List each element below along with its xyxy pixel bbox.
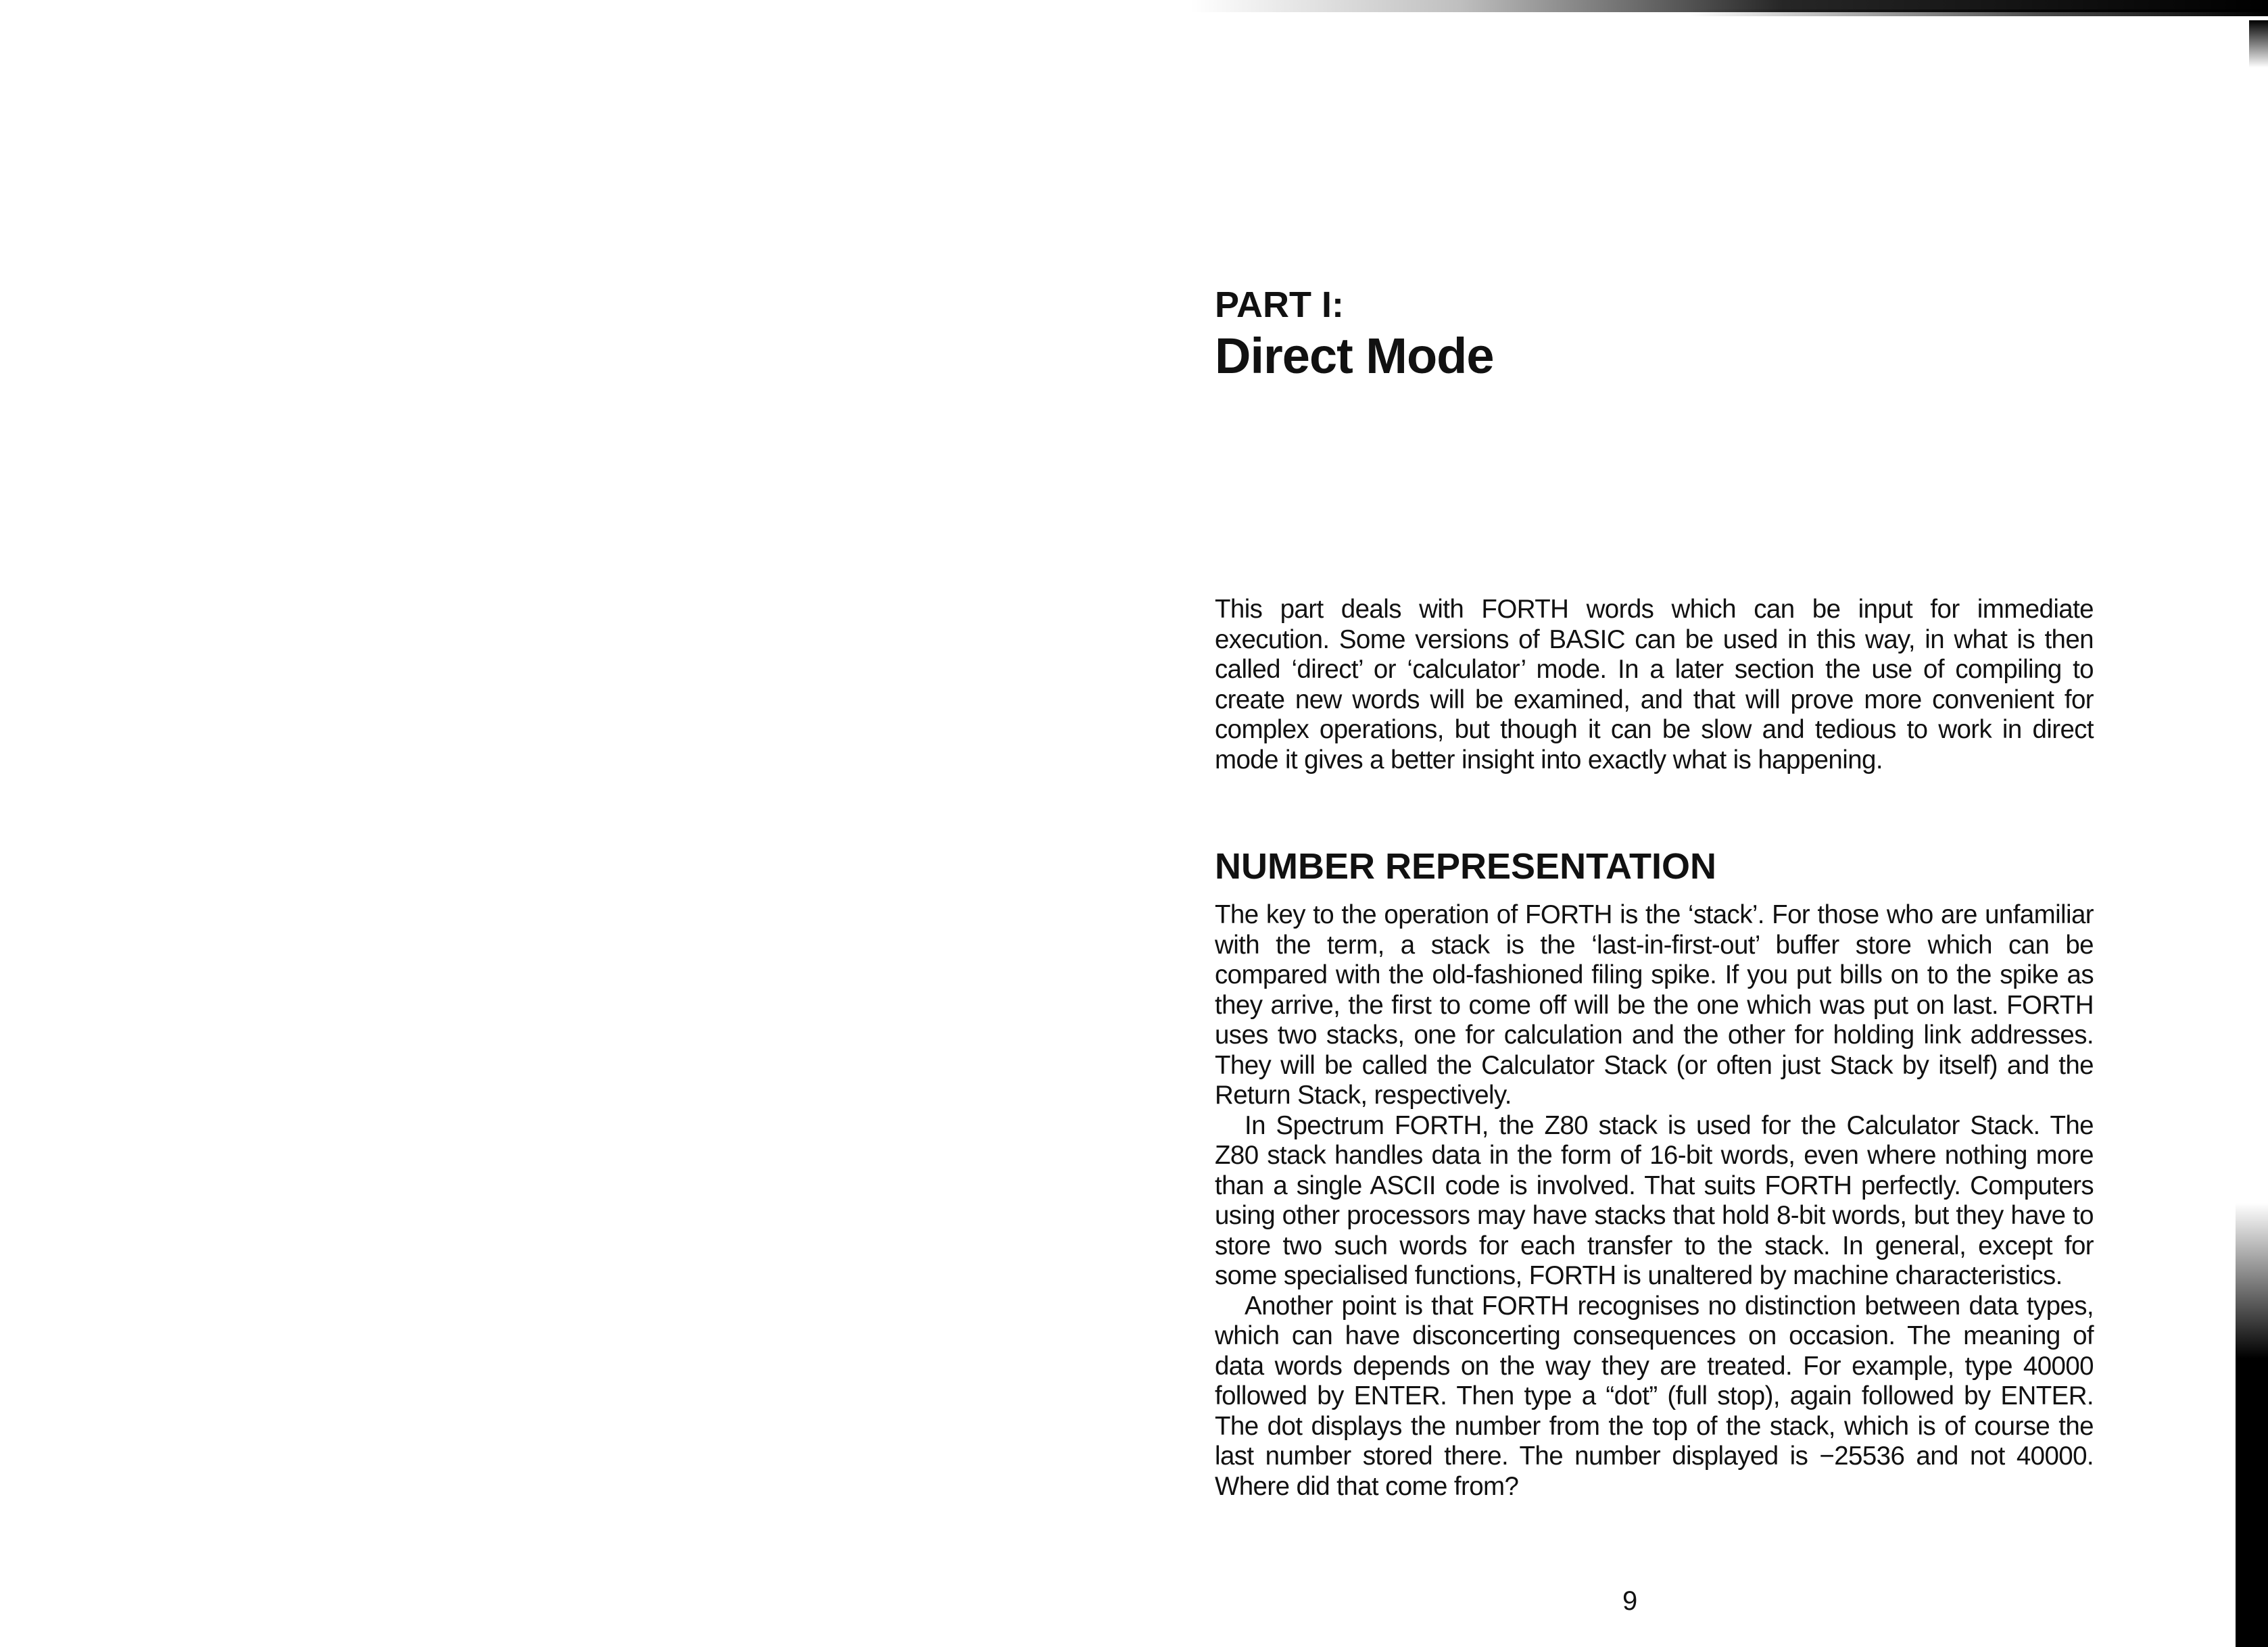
body-paragraph-3: Another point is that FORTH recognises no distinction between data types, which can have disconcerting consequences on occasion. The meaning of data words depends on the way they are treated. For example, type 40000 followed by ENTER. Then type a “dot” (full stop), again followed by ENTER. The dot displays the number from the top of the stack, which is of course the last number stored there. The number displayed is −25536 and not 40000. Where did that come from? [1215, 1291, 2094, 1501]
page-number: 9 [1622, 1586, 1638, 1616]
section-heading: NUMBER REPRESENTATION [1215, 846, 1717, 887]
scan-shadow-right-bottom [2236, 1203, 2268, 1647]
scan-shadow-right-top [2249, 20, 2268, 68]
scan-shadow-top-inner [1690, 9, 2268, 16]
part-title: Direct Mode [1215, 328, 1494, 384]
body-paragraph-1: The key to the operation of FORTH is the ‘stack’. For those who are unfamiliar with the term, a stack is the ‘last-in-first-out’ buffer store which can be compared with the old-fashioned filing spike. If you put bills on to the spike as they arrive, the first to come off will be the one which was put on last. FORTH uses two stacks, one for calculation and the other for holding link addresses. They will be called the Calculator Stack (or often just Stack by itself) and the Return Stack, respectively. [1215, 900, 2094, 1110]
intro-paragraph: This part deals with FORTH words which can be input for immediate execution. Some versions of BASIC can be used in this way, in what is then called ‘direct’ or ‘calculator’ mode. In a later section the use of compiling to create new words will be examined, and that will prove more convenient for complex operations, but though it can be slow and tedious to work in direct mode it gives a better insight into exactly what is happening. [1215, 595, 2094, 775]
book-page [1215, 284, 2094, 1501]
body-paragraph-2: In Spectrum FORTH, the Z80 stack is used for the Calculator Stack. The Z80 stack handles data in the form of 16-bit words, even where nothing more than a single ASCII code is involved. That suits FORTH perfectly. Computers using other processors may have stacks that hold 8-bit words, but they have to store two such words for each transfer to the stack. In general, except for some specialised functions, FORTH is unaltered by machine characteristics. [1215, 1110, 2094, 1290]
part-label: PART I: [1215, 285, 1344, 325]
section-body [1215, 900, 2094, 1502]
